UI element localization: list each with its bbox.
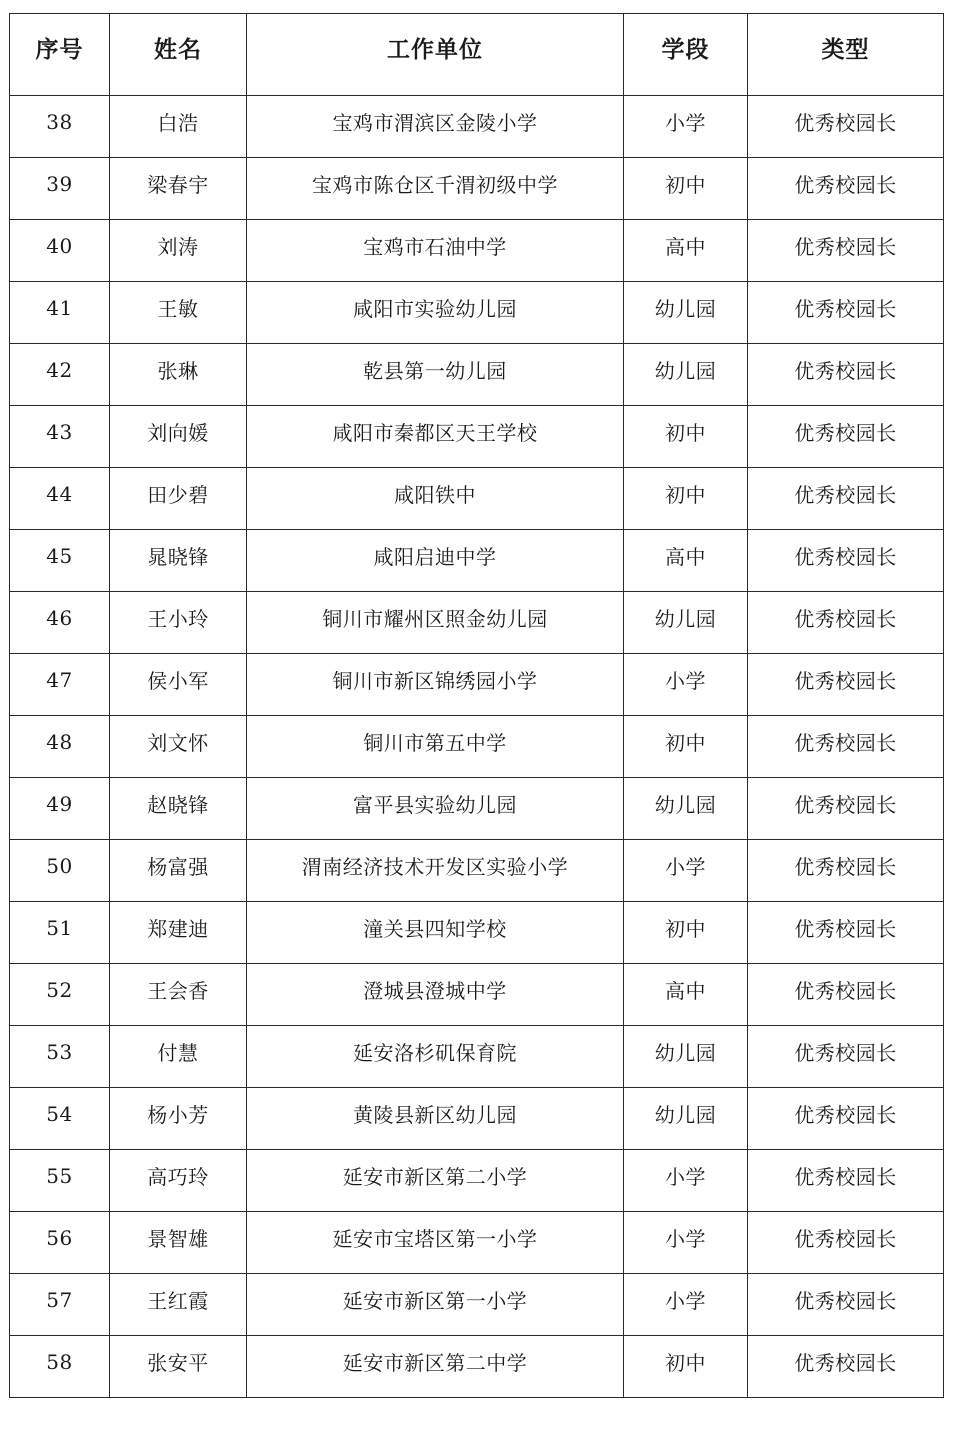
- cell-name: 付慧: [110, 1026, 247, 1088]
- cell-stage: 初中: [624, 716, 748, 778]
- table-row: [10, 96, 944, 158]
- cell-no: 41: [10, 282, 110, 344]
- cell-name: 梁春宇: [110, 158, 247, 220]
- table-row: [10, 1274, 944, 1336]
- cell-name: 刘涛: [110, 220, 247, 282]
- cell-name: 王敏: [110, 282, 247, 344]
- cell-name: 刘文怀: [110, 716, 247, 778]
- cell-name: 杨小芳: [110, 1088, 247, 1150]
- cell-unit: 铜川市第五中学: [247, 716, 624, 778]
- cell-unit: 延安市新区第一小学: [247, 1274, 624, 1336]
- table-row: [10, 1026, 944, 1088]
- cell-name: 白浩: [110, 96, 247, 158]
- cell-no: 46: [10, 592, 110, 654]
- cell-stage: 小学: [624, 1150, 748, 1212]
- cell-unit: 咸阳市实验幼儿园: [247, 282, 624, 344]
- cell-no: 52: [10, 964, 110, 1026]
- cell-type: 优秀校园长: [748, 1150, 944, 1212]
- cell-type: 优秀校园长: [748, 1274, 944, 1336]
- cell-no: 54: [10, 1088, 110, 1150]
- cell-unit: 铜川市耀州区照金幼儿园: [247, 592, 624, 654]
- table-row: [10, 220, 944, 282]
- table-header: [10, 14, 944, 96]
- cell-name: 郑建迪: [110, 902, 247, 964]
- cell-name: 杨富强: [110, 840, 247, 902]
- cell-unit: 延安市新区第二中学: [247, 1336, 624, 1398]
- cell-name: 刘向媛: [110, 406, 247, 468]
- cell-stage: 高中: [624, 964, 748, 1026]
- cell-stage: 初中: [624, 158, 748, 220]
- header-stage: 学段: [624, 14, 748, 96]
- cell-type: 优秀校园长: [748, 840, 944, 902]
- cell-unit: 咸阳铁中: [247, 468, 624, 530]
- cell-type: 优秀校园长: [748, 1336, 944, 1398]
- cell-no: 51: [10, 902, 110, 964]
- header-row: [10, 14, 944, 96]
- cell-type: 优秀校园长: [748, 96, 944, 158]
- cell-unit: 宝鸡市石油中学: [247, 220, 624, 282]
- cell-unit: 乾县第一幼儿园: [247, 344, 624, 406]
- cell-name: 张安平: [110, 1336, 247, 1398]
- cell-name: 张琳: [110, 344, 247, 406]
- cell-unit: 延安市宝塔区第一小学: [247, 1212, 624, 1274]
- cell-name: 赵晓锋: [110, 778, 247, 840]
- cell-stage: 初中: [624, 1336, 748, 1398]
- cell-type: 优秀校园长: [748, 716, 944, 778]
- table-row: [10, 902, 944, 964]
- cell-no: 44: [10, 468, 110, 530]
- cell-no: 57: [10, 1274, 110, 1336]
- header-unit: 工作单位: [247, 14, 624, 96]
- table-body: [10, 96, 944, 1398]
- cell-unit: 宝鸡市陈仓区千渭初级中学: [247, 158, 624, 220]
- cell-unit: 延安洛杉矶保育院: [247, 1026, 624, 1088]
- cell-unit: 富平县实验幼儿园: [247, 778, 624, 840]
- cell-stage: 高中: [624, 530, 748, 592]
- cell-type: 优秀校园长: [748, 1088, 944, 1150]
- cell-type: 优秀校园长: [748, 406, 944, 468]
- cell-unit: 黄陵县新区幼儿园: [247, 1088, 624, 1150]
- header-type: 类型: [748, 14, 944, 96]
- cell-no: 56: [10, 1212, 110, 1274]
- cell-no: 38: [10, 96, 110, 158]
- cell-no: 43: [10, 406, 110, 468]
- header-name: 姓名: [110, 14, 247, 96]
- cell-type: 优秀校园长: [748, 1212, 944, 1274]
- cell-name: 景智雄: [110, 1212, 247, 1274]
- cell-stage: 幼儿园: [624, 282, 748, 344]
- cell-unit: 咸阳市秦都区天王学校: [247, 406, 624, 468]
- cell-name: 田少碧: [110, 468, 247, 530]
- cell-unit: 铜川市新区锦绣园小学: [247, 654, 624, 716]
- cell-name: 王会香: [110, 964, 247, 1026]
- table-row: [10, 158, 944, 220]
- table-row: [10, 654, 944, 716]
- cell-unit: 澄城县澄城中学: [247, 964, 624, 1026]
- cell-name: 侯小军: [110, 654, 247, 716]
- cell-stage: 小学: [624, 654, 748, 716]
- cell-no: 42: [10, 344, 110, 406]
- table-row: [10, 282, 944, 344]
- cell-type: 优秀校园长: [748, 1026, 944, 1088]
- cell-name: 王红霞: [110, 1274, 247, 1336]
- cell-no: 39: [10, 158, 110, 220]
- cell-no: 48: [10, 716, 110, 778]
- cell-type: 优秀校园长: [748, 902, 944, 964]
- cell-type: 优秀校园长: [748, 282, 944, 344]
- cell-no: 53: [10, 1026, 110, 1088]
- table-row: [10, 840, 944, 902]
- cell-stage: 小学: [624, 840, 748, 902]
- cell-unit: 渭南经济技术开发区实验小学: [247, 840, 624, 902]
- cell-unit: 延安市新区第二小学: [247, 1150, 624, 1212]
- table-row: [10, 406, 944, 468]
- cell-no: 55: [10, 1150, 110, 1212]
- cell-type: 优秀校园长: [748, 220, 944, 282]
- cell-no: 49: [10, 778, 110, 840]
- cell-stage: 幼儿园: [624, 1026, 748, 1088]
- cell-stage: 小学: [624, 96, 748, 158]
- table-row: [10, 716, 944, 778]
- cell-name: 高巧玲: [110, 1150, 247, 1212]
- cell-no: 40: [10, 220, 110, 282]
- cell-no: 58: [10, 1336, 110, 1398]
- table-row: [10, 1088, 944, 1150]
- roster-table: [9, 13, 944, 1398]
- cell-stage: 幼儿园: [624, 778, 748, 840]
- table-row: [10, 1336, 944, 1398]
- cell-type: 优秀校园长: [748, 592, 944, 654]
- cell-unit: 咸阳启迪中学: [247, 530, 624, 592]
- table-row: [10, 1212, 944, 1274]
- cell-type: 优秀校园长: [748, 964, 944, 1026]
- cell-type: 优秀校园长: [748, 158, 944, 220]
- table-row: [10, 964, 944, 1026]
- table-row: [10, 778, 944, 840]
- cell-stage: 幼儿园: [624, 592, 748, 654]
- cell-stage: 初中: [624, 902, 748, 964]
- table-row: [10, 1150, 944, 1212]
- cell-stage: 初中: [624, 468, 748, 530]
- cell-stage: 初中: [624, 406, 748, 468]
- table-row: [10, 468, 944, 530]
- cell-stage: 幼儿园: [624, 344, 748, 406]
- table-row: [10, 344, 944, 406]
- cell-no: 45: [10, 530, 110, 592]
- table-row: [10, 592, 944, 654]
- cell-type: 优秀校园长: [748, 654, 944, 716]
- table-row: [10, 530, 944, 592]
- header-no: 序号: [10, 14, 110, 96]
- cell-name: 王小玲: [110, 592, 247, 654]
- cell-type: 优秀校园长: [748, 778, 944, 840]
- cell-no: 47: [10, 654, 110, 716]
- cell-stage: 高中: [624, 220, 748, 282]
- cell-type: 优秀校园长: [748, 468, 944, 530]
- cell-unit: 宝鸡市渭滨区金陵小学: [247, 96, 624, 158]
- cell-type: 优秀校园长: [748, 530, 944, 592]
- cell-no: 50: [10, 840, 110, 902]
- cell-stage: 幼儿园: [624, 1088, 748, 1150]
- cell-stage: 小学: [624, 1212, 748, 1274]
- cell-stage: 小学: [624, 1274, 748, 1336]
- cell-type: 优秀校园长: [748, 344, 944, 406]
- cell-unit: 潼关县四知学校: [247, 902, 624, 964]
- cell-name: 晁晓锋: [110, 530, 247, 592]
